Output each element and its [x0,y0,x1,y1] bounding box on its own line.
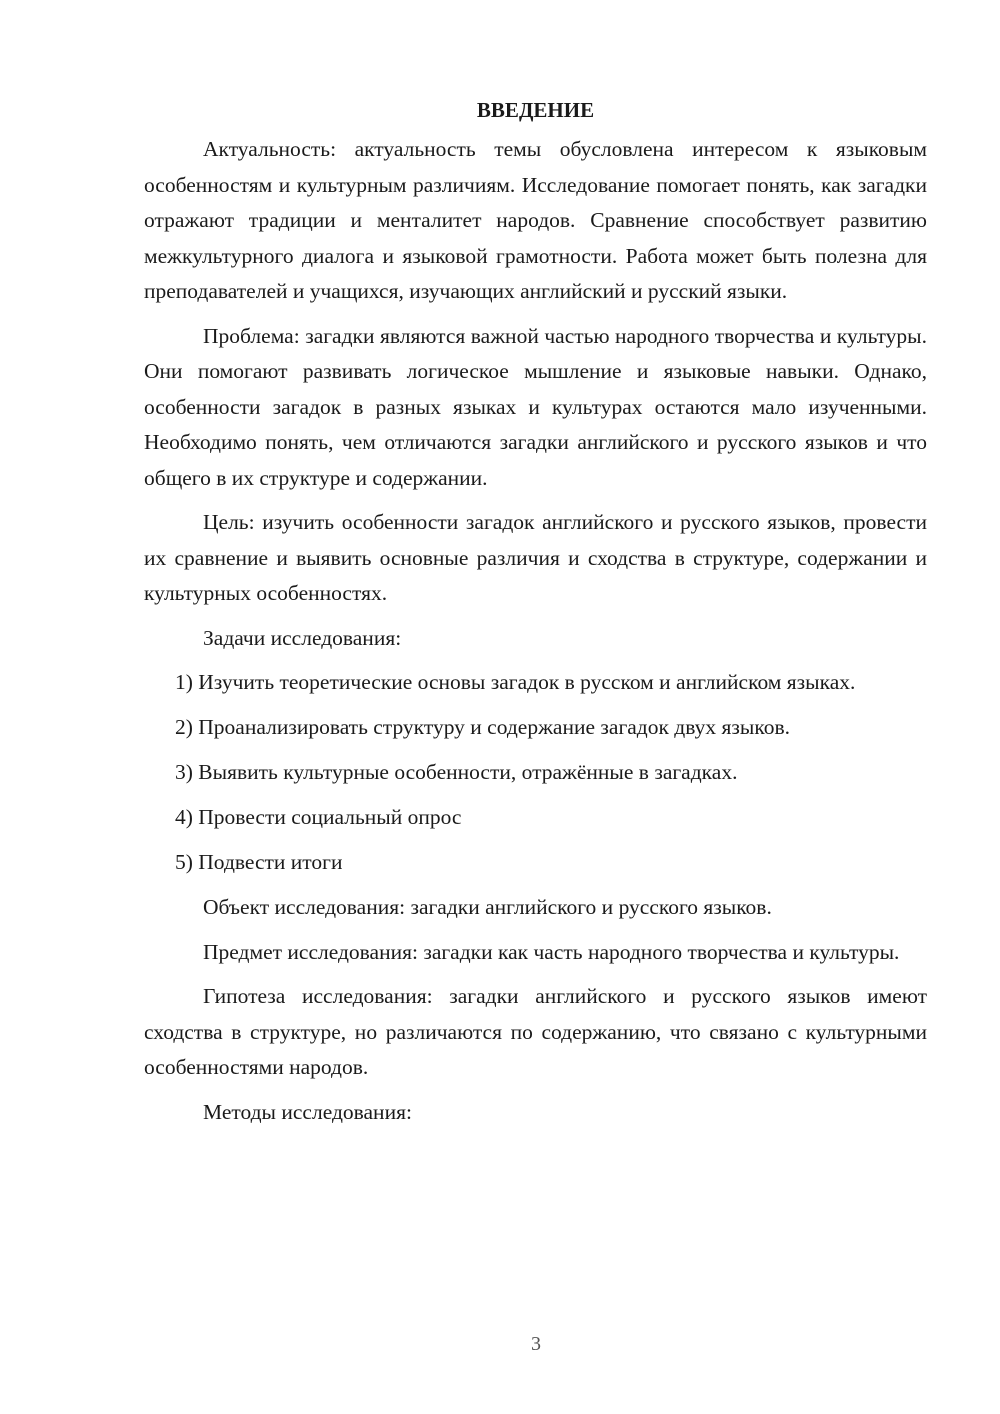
page-number: 3 [531,1333,541,1355]
paragraph-subject: Предмет исследования: загадки как часть народного творчества и культуры. [203,939,900,964]
paragraph-goal: Цель: изучить особенности загадок английского и русского языков, провести их сравнение и выявить основные различия и сходства в структуре, содержании и культурных особенностях. [144,510,927,605]
paragraph-object: Объект исследования: загадки английского и русского языков. [203,895,772,919]
task-item-3: 3) Выявить культурные особенности, отражённые в загадках. [175,760,738,784]
task-item-1: 1) Изучить теоретические основы загадок в русском и английском языках. [175,670,856,694]
paragraph-hypothesis: Гипотеза исследования: загадки английского и русского языков имеют сходства в структуре, но различаются по содержанию, что связано с культурными особенностями народов. [144,984,927,1079]
page-content [144,92,927,1139]
paragraph-problem: Проблема: загадки являются важной частью народного творчества и культуры. Они помогают развивать логическое мышление и языковые навыки. Однако, особенности загадок в разных языках и культурах остаются мало изученными. Необходимо понять, чем отличаются загадки английского и русского языков и что общего в их структуре и содержании. [144,323,927,490]
task-item-5: 5) Подвести итоги [175,850,343,874]
task-item-2: 2) Проанализировать структуру и содержание загадок двух языков. [175,715,790,739]
paragraph-relevance: Актуальность: актуальность темы обусловлена интересом к языковым особенностям и культурным различиям. Исследование помогает понять, как загадки отражают традиции и менталитет народов. Сравнение способствует развитию межкультурного диалога и языковой грамотности. Работа может быть полезна для преподавателей и учащихся, изучающих английский и русский языки. [144,137,927,303]
task-item-4: 4) Провести социальный опрос [175,805,462,829]
paragraph-methods-heading: Методы исследования: [203,1099,412,1124]
page-title: ВВЕДЕНИЕ [476,98,595,122]
paragraph-tasks-heading: Задачи исследования: [203,625,402,650]
